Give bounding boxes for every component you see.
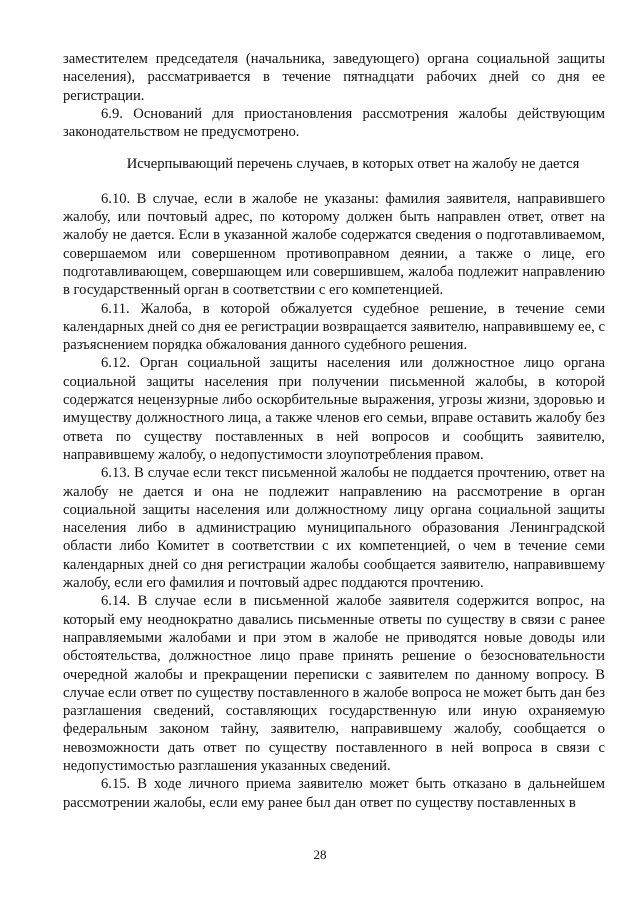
document-body: [63, 50, 605, 812]
paragraph-6-10: 6.10. В случае, если в жалобе не указаны: фамилия заявителя, направившего жалобу, или почтовый адрес, по которому должен быть направлен ответ, ответ на жалобу не дается. Если в указанной жалобе содержатся сведения о подготавливаемом, совершаемом или совершенном противоправном деянии, а также о лице, его подготавливающем, совершающем или совершившем, жалоба подлежит направлению в государственный орган в соответствии с его компетенцией.: [63, 190, 605, 299]
paragraph-continuation: заместителем председателя (начальника, заведующего) органа социальной защиты населения), рассматривается в течение пятнадцати рабочих дней со дня ее регистрации.: [63, 51, 605, 104]
paragraph-6-9: 6.9. Оснований для приостановления рассмотрения жалобы действующим законодательством не предусмотрено.: [63, 105, 605, 141]
paragraph-6-14: 6.14. В случае если в письменной жалобе заявителя содержится вопрос, на который ему неоднократно давались письменные ответы по существу в связи с ранее направляемыми жалобами и при этом в жалобе не приводятся новые доводы или обстоятельства, должностное лицо праве принять решение о безосновательности очередной жалобы и прекращении переписки с заявителем по данному вопросу. В случае если ответ по существу поставленного в жалобе вопроса не может быть дан без разглашения сведений, составляющих государственную или иную охраняемую федеральным законом тайну, заявителю, направившему жалобу, сообщается о невозможности дать ответ по существу поставленного в ней вопроса в связи с недопустимостью разглашения указанных сведений.: [63, 593, 605, 774]
page-number: 28: [313, 847, 327, 862]
paragraph-6-12: 6.12. Орган социальной защиты населения или должностное лицо органа социальной защиты населения при получении письменной жалобы, в которой содержатся нецензурные либо оскорбительные выражения, угрозы жизни, здоровью и имуществу должностного лица, а также членов его семьи, вправе оставить жалобу без ответа по существу поставленных в ней вопросов и сообщить заявителю, направившему жалобу, о недопустимости злоупотребления правом.: [63, 355, 605, 463]
paragraph-6-11: 6.11. Жалоба, в которой обжалуется судебное решение, в течение семи календарных дней со дня ее регистрации возвращается заявителю, направившему ее, с разъяснением порядка обжалования данного судебного решения.: [63, 300, 605, 354]
paragraph-6-15: 6.15. В ходе личного приема заявителю может быть отказано в дальнейшем рассмотрении жалобы, если ему ранее был дан ответ по существу поставленных в: [63, 776, 605, 811]
section-heading: Исчерпывающий перечень случаев, в которых ответ на жалобу не дается: [126, 156, 580, 173]
paragraph-6-13: 6.13. В случае если текст письменной жалобы не поддается прочтению, ответ на жалобу не дается и она не подлежит направлению на рассмотрение в орган социальной защиты населения или должностному лицу органа социальной защиты населения либо в администрацию муниципального образования Ленинградской области либо Комитет в соответствии с их компетенцией, о чем в течение семи календарных дней со дня регистрации жалобы сообщается заявителю, направившему жалобу, если его фамилия и почтовый адрес поддаются прочтению.: [63, 465, 605, 592]
